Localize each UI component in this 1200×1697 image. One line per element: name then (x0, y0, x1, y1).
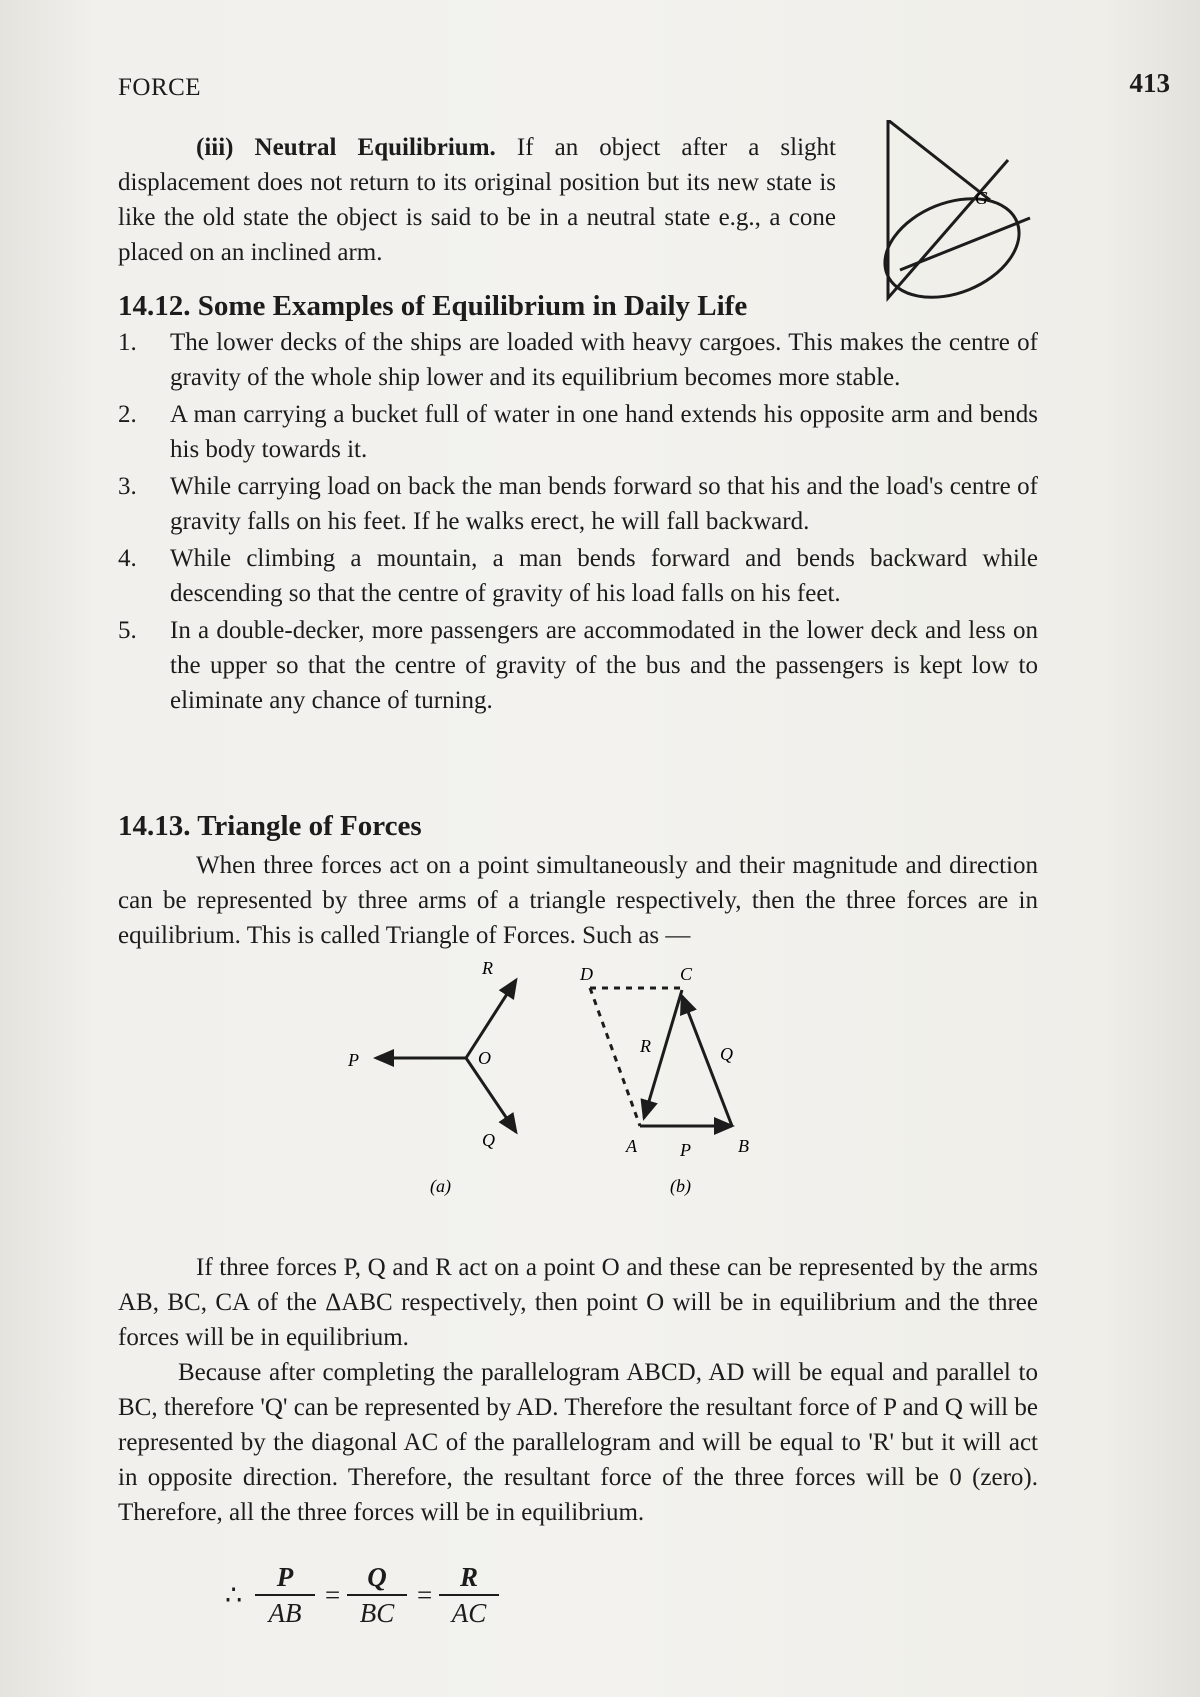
label-b: B (738, 1136, 749, 1156)
force-r-arrow (466, 980, 516, 1058)
ratio-formula (225, 1560, 525, 1640)
examples-list (118, 325, 1038, 720)
explanation-paragraph-1: If three forces P, Q and R act on a point O and these can be represented by the arms AB, BC, CA of the ΔABC respectively, then point O will be in equilibrium and the three forces will be in equilibrium. (118, 1254, 1038, 1351)
label-q: Q (482, 1130, 495, 1150)
incline-arm (900, 218, 1030, 270)
list-item: 3. While carrying load on back the man bends forward so that his and the load's centre of gravity falls on his feet. If he walks erect, he will fall backward. (118, 473, 1038, 535)
section-title-triangle: 14.13. Triangle of Forces (118, 810, 422, 842)
list-item: 1. The lower decks of the ships are loaded with heavy cargoes. This makes the centre of gravity of the whole ship lower and its equilibrium becomes more stable. (118, 329, 1038, 391)
running-head: FORCE (118, 74, 202, 101)
force-q-arrow (466, 1058, 516, 1132)
section-title-examples: 14.12. Some Examples of Equilibrium in Daily Life (118, 290, 748, 322)
label-o: O (478, 1048, 491, 1068)
figure-label-g: G (975, 188, 988, 208)
page-header (118, 68, 1170, 114)
parallelogram-side-dashed (590, 988, 640, 1126)
label-a: A (626, 1136, 637, 1156)
fraction-q-bc: $\frac{Q}{BC}$ (347, 1560, 407, 1630)
label-q-b: Q (720, 1044, 733, 1064)
list-item: 2. A man carrying a bucket full of water in one hand extends his opposite arm and bends his body towards it. (118, 401, 1038, 463)
figure-a (347, 960, 516, 1197)
neutral-text: If an object after a slight displacement does not return to its original position but its new state is like the old state the object is said to be in a neutral state e.g., a cone placed on an inclined arm. (118, 134, 836, 266)
label-p-b: P (680, 1140, 691, 1160)
therefore-symbol: ∴ (225, 1580, 243, 1610)
figure-b (579, 964, 749, 1197)
list-item: 5. In a double-decker, more passengers are accommodated in the lower deck and less on the upper so that the centre of gravity of the bus and the passengers is kept low to eliminate any chance of turning. (118, 617, 1038, 714)
fraction-r-ac: $\frac{R}{AC}$ (439, 1560, 499, 1630)
explanation-paragraph-2: Because after completing the parallelogram ABCD, AD will be equal and parallel to BC, therefore 'Q' can be represented by AD. Therefore the resultant force of P and Q will be represented by the diagonal AC of the parallelogram and will be equal to 'R' but it will act in opposite direction. Therefore, the resultant force of the three forces will be 0 (zero). Therefore, all the three forces will be in equilibrium. (118, 1359, 1038, 1526)
label-d: D (580, 964, 593, 984)
list-item: 4. While climbing a mountain, a man bends forward and bends backward while descending so that the centre of gravity of his load falls on his feet. (118, 545, 1038, 607)
triangle-of-forces-figure (340, 960, 900, 1200)
label-c: C (680, 964, 693, 984)
fraction-p-ab: $\frac{P}{AB}$ (255, 1560, 315, 1630)
caption-b: (b) (670, 1176, 691, 1196)
label-r-b: R (640, 1036, 651, 1056)
neutral-equilibrium-paragraph (118, 130, 836, 270)
cone-on-incline-figure (880, 120, 1040, 320)
caption-a: (a) (430, 1176, 451, 1196)
neutral-label: (iii) Neutral Equilibrium. (196, 134, 496, 161)
cone-outline (888, 120, 1008, 298)
label-p: P (348, 1050, 359, 1070)
label-r: R (482, 960, 493, 978)
page-number: 413 (1129, 68, 1170, 98)
triangle-intro: When three forces act on a point simultaneously and their magnitude and direction can be represented by three arms of a triangle respectively, then the three forces are in equilibrium. This is called Triangle of Forces. Such as — (118, 852, 1038, 949)
equals-sign-1: = (325, 1580, 341, 1610)
equals-sign-2: = (417, 1580, 433, 1610)
